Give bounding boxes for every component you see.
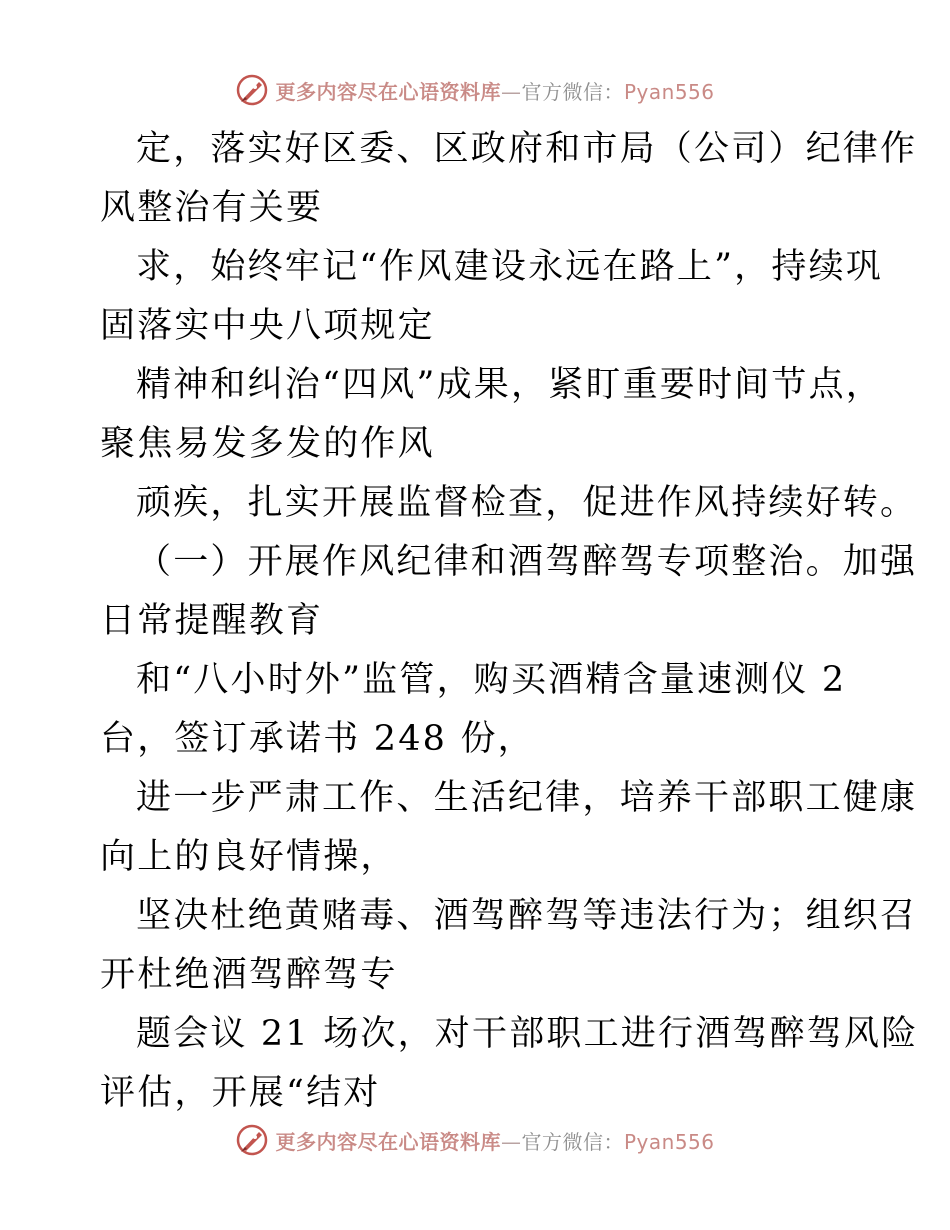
- watermark-id: Pyan556: [623, 1129, 715, 1154]
- text-line: 台，签订承诺书 248 份，: [100, 719, 535, 759]
- header-watermark: [0, 70, 950, 110]
- text-line: 坚决杜绝黄赌毒、酒驾醉驾等违法行为；组织召: [136, 896, 918, 936]
- text-line: 日常提醒教育: [100, 601, 324, 641]
- text-line: 求，始终牢记“作风建设永远在路上”，持续巩: [136, 247, 883, 287]
- watermark-official: 官方微信：: [521, 79, 624, 104]
- text-line: 聚焦易发多发的作风: [100, 424, 435, 464]
- text-line: 开杜绝酒驾醉驾专: [100, 955, 398, 995]
- text-line: 顽疾，扎实开展监督检查，促进作风持续好转。: [136, 483, 918, 523]
- text-line: 固落实中央八项规定: [100, 306, 435, 346]
- document-body: [100, 120, 919, 1123]
- footer-watermark: [0, 1120, 950, 1160]
- watermark-main: 更多内容尽在心语资料库: [275, 79, 501, 104]
- quill-logo-icon: [235, 1123, 269, 1157]
- text-line: 进一步严肃工作、生活纪律，培养干部职工健康: [136, 778, 918, 818]
- text-line: 评估，开展“结对: [100, 1073, 381, 1113]
- watermark-separator: —: [500, 1129, 522, 1154]
- text-line: 风整治有关要: [100, 188, 324, 228]
- text-line: 定，落实好区委、区政府和市局（公司）纪律作: [136, 129, 918, 169]
- text-line: 精神和纠治“四风”成果，紧盯重要时间节点，: [136, 365, 883, 405]
- watermark-id: Pyan556: [623, 79, 715, 104]
- watermark-main: 更多内容尽在心语资料库: [275, 1129, 501, 1154]
- watermark-text: [275, 76, 714, 105]
- text-line: 向上的良好情操，: [100, 837, 398, 877]
- watermark-text: [275, 1126, 714, 1155]
- watermark-official: 官方微信：: [521, 1129, 624, 1154]
- text-line: 和“八小时外”监管，购买酒精含量速测仪 2: [136, 660, 847, 700]
- text-line: 题会议 21 场次，对干部职工进行酒驾醉驾风险: [136, 1014, 919, 1054]
- watermark-separator: —: [500, 79, 522, 104]
- quill-logo-icon: [235, 73, 269, 107]
- text-line: （一）开展作风纪律和酒驾醉驾专项整治。加强: [136, 542, 918, 582]
